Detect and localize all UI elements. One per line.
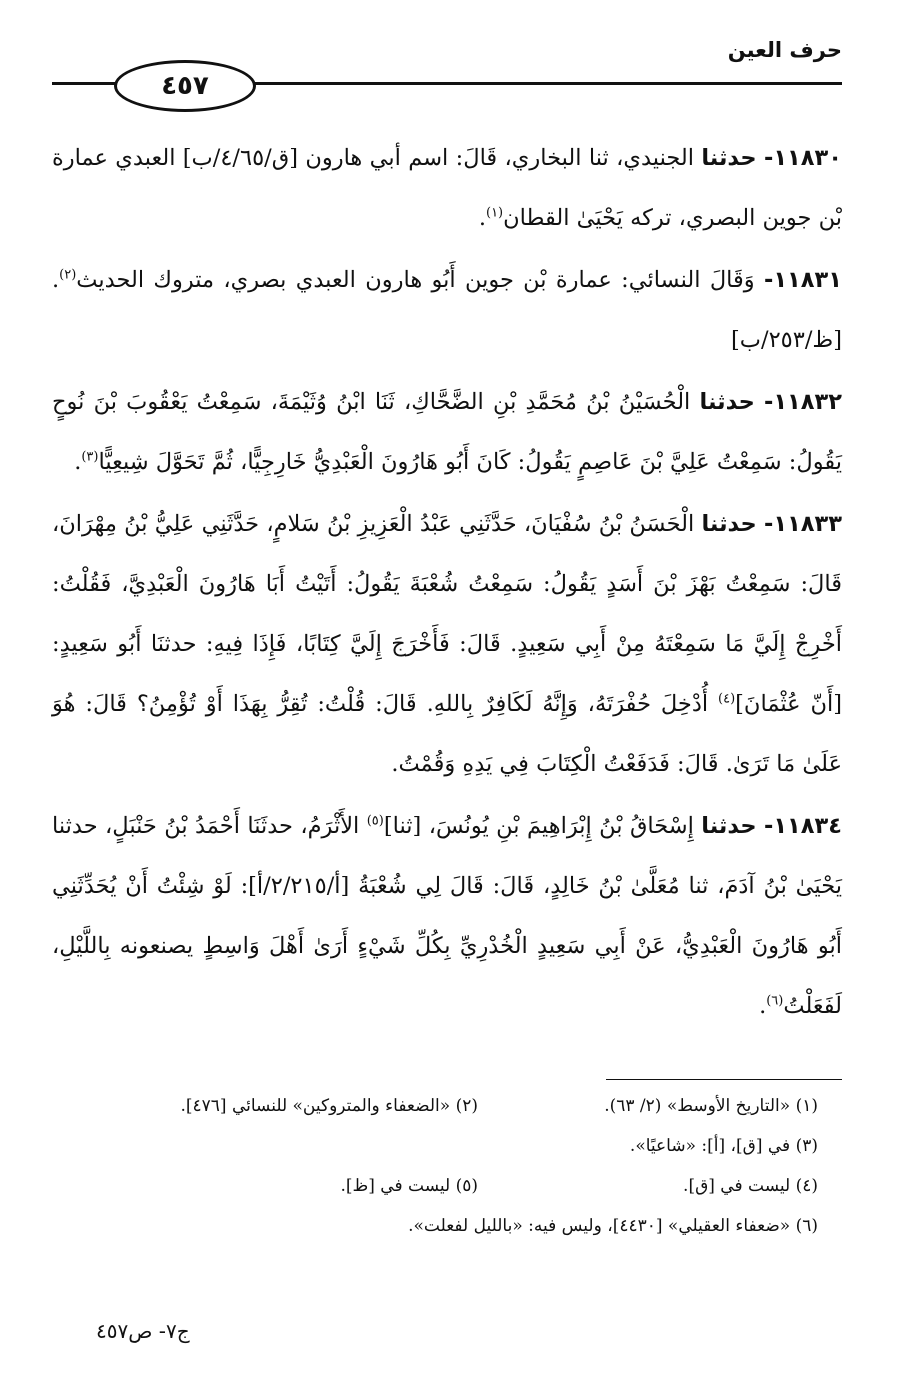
- entry-number: ١١٨٣٠-: [763, 145, 842, 171]
- entry-text: الْحُسَيْنُ بْنُ مُحَمَّدِ بْنِ الضَّحَّاكِ، ثَنَا ابْنُ وُثَيْمَةَ، سَمِعْتُ يَعْقُوبَ بْنَ نُوحٍ يَقُولُ: سَمِعْتُ عَلِيَّ بْنَ عَاصِمٍ يَقُولُ: كَانَ أَبُو هَارُونَ الْعَبْدِيُّ خَارِجِيًّا، ثُمَّ تَحَوَّلَ شِيعِيًّا: [52, 389, 842, 475]
- footnote-row: [52, 1166, 818, 1206]
- footnote-rule: [606, 1079, 842, 1080]
- page-header: [52, 30, 842, 100]
- footnote-6: (٦) «ضعفاء العقيلي» [٤٤٣٠]، وليس فيه: «بالليل لفعلت».: [408, 1216, 818, 1236]
- footnote-ref: (٣): [81, 449, 99, 465]
- entry-text: الْحَسَنُ بْنُ سُفْيَانَ، حَدَّثَنِي عَبْدُ الْعَزِيزِ بْنُ سَلامٍ، حَدَّثَنِي عَلِيُّ بْنُ مِهْرَانَ، قَالَ: سَمِعْتُ بَهْزَ بْنَ أَسَدٍ يَقُولُ: سَمِعْتُ شُعْبَةَ يَقُولُ: أَتَيْتُ أَبَا هَارُونَ الْعَبْدِيَّ، فَقُلْتُ: أَخْرِجْ إِلَيَّ مَا سَمِعْتَهُ مِنْ أَبِي سَعِيدٍ. قَالَ: فَأَخْرَجَ إِلَيَّ كِتَابًا، فَإِذَا فِيهِ: حدثنَا أَبُو سَعِيدٍ: [أَنّ عُثْمَانَ]: [52, 511, 842, 717]
- entry-number: ١١٨٣٢-: [763, 389, 842, 415]
- footnote-ref: (٤): [718, 691, 736, 707]
- entry-11833: [52, 494, 842, 794]
- page-number: ٤٥٧: [161, 71, 209, 101]
- footnote-ref: (٢): [59, 267, 77, 283]
- entry-number: ١١٨٣١-: [763, 267, 842, 293]
- entry-keyword: حدثنا: [699, 389, 755, 415]
- page-number-oval: [114, 60, 256, 112]
- entry-tail: .: [759, 993, 767, 1019]
- footnote-5: (٥) ليست في [ظ].: [340, 1176, 478, 1196]
- entry-text: إِسْحَاقُ بْنُ إِبْرَاهِيمَ بْنِ يُونُسَ، [ثنا]: [383, 813, 694, 839]
- entry-keyword: حدثنا: [701, 813, 757, 839]
- text-body: [52, 128, 842, 1038]
- footnote-4: (٤) ليست في [ق].: [683, 1176, 818, 1196]
- entry-number: ١١٨٣٣-: [764, 511, 843, 537]
- entry-11830: [52, 128, 842, 248]
- footnotes: [52, 1086, 818, 1246]
- footnote-ref: (١): [485, 205, 504, 221]
- entry-11832: [52, 372, 842, 492]
- entry-tail: .: [478, 205, 486, 231]
- footnote-ref: (٦): [766, 993, 784, 1009]
- entry-text-continued: أُدْخِلَ حُفْرَتَهُ، وَإِنَّهُ لَكَافِرٌ بِاللهِ. قَالَ: قُلْتُ: تُقِرُّ بِهَذَا أَوْ تُؤْمِنُ؟ قَالَ: هُوَ عَلَىٰ مَا تَرَىٰ. قَالَ: فَدَفَعْتُ الْكِتَابَ فِي يَدِهِ وَقُمْتُ.: [52, 691, 842, 777]
- footnote-2: (٢) «الضعفاء والمتروكين» للنسائي [٤٧٦].: [180, 1096, 478, 1116]
- entry-tail: . [ظ/٢٥٣/ب]: [52, 267, 842, 353]
- entry-text: وَقَالَ النسائي: عمارة بْن جوين أَبُو هارون العبدي بصري، متروك الحديث: [76, 267, 755, 293]
- entry-11834: [52, 796, 842, 1036]
- footnote-1: (١) «التاريخ الأوسط» (٢/ ٦٣).: [604, 1096, 818, 1116]
- page-reference: ج٧- ص٤٥٧: [96, 1319, 190, 1343]
- entry-tail: .: [74, 449, 82, 475]
- entry-keyword: حدثنا: [701, 145, 757, 171]
- entry-11831: [52, 250, 842, 370]
- entry-number: ١١٨٣٤-: [763, 813, 842, 839]
- footnote-ref: (٥): [366, 813, 384, 829]
- footnote-row: [52, 1086, 818, 1126]
- entry-text-continued: الأَثْرَمُ، حدثَنَا أَحْمَدُ بْنُ حَنْبَلٍ، حدثنا يَحْيَىٰ بْنُ آدَمَ، ثنا مُعَلَّىٰ بْنُ خَالِدٍ، قَالَ: قَالَ لِي شُعْبَةُ [أ/٢/٢١٥/أ]: لَوْ شِئْتُ أَنْ يُحَدِّثَنِي أَبُو هَارُونَ الْعَبْدِيُّ، عَنْ أَبِي سَعِيدٍ الْخُدْرِيِّ بِكُلِّ شَيْءٍ أَرَىٰ أَهْلَ وَاسِطٍ يصنعونه بِاللَّيْلِ، لَفَعَلْتُ: [52, 813, 842, 1019]
- entry-keyword: حدثنا: [701, 511, 757, 537]
- entry-text: الجنيدي، ثنا البخاري، قَالَ: اسم أبي هارون [ق/٤/٦٥/ب] العبدي عمارة بْن جوين البصري، تركه يَحْيَىٰ القطان: [52, 145, 842, 231]
- footnote-3: (٣) في [ق]، [أ]: «شاعيًا».: [629, 1136, 818, 1156]
- running-title: حرف العين: [727, 38, 842, 62]
